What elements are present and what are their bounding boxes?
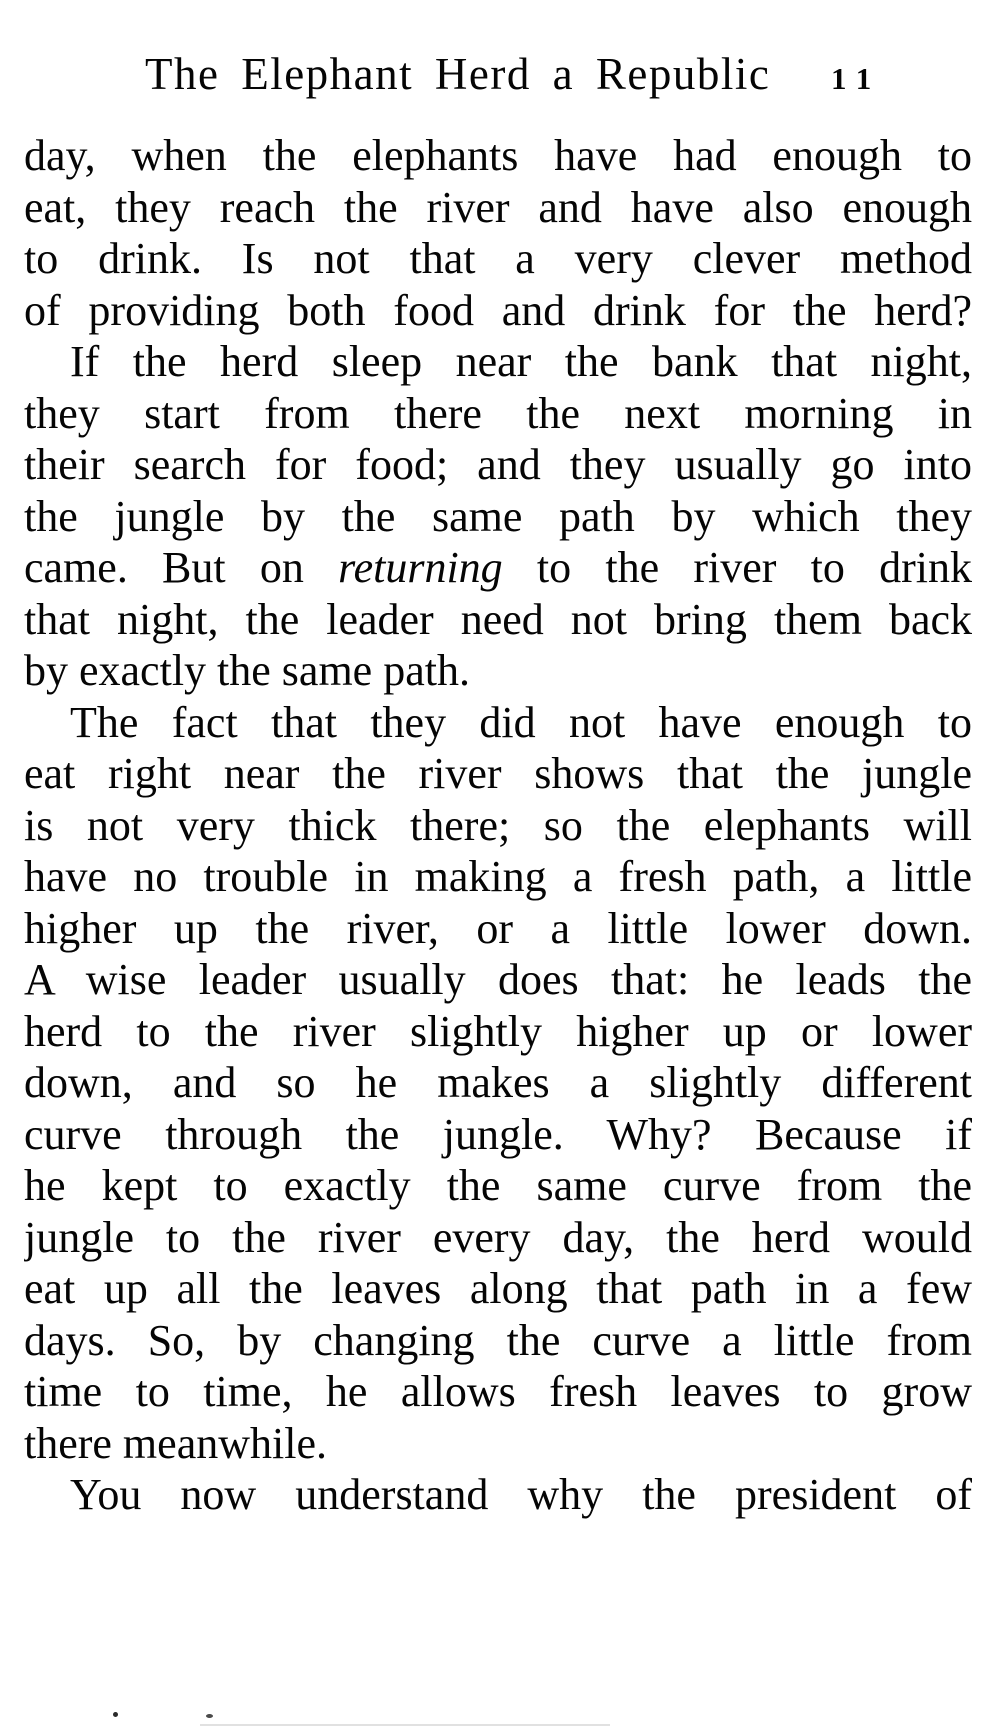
text-segment: The fact that they did not have enough to <box>70 697 972 747</box>
italic-text: returning <box>338 543 503 592</box>
text-line <box>24 439 972 491</box>
text-segment: jungle to the river every day, the herd would <box>24 1212 972 1262</box>
text-segment: curve through the jungle. Why? Because if <box>24 1109 972 1159</box>
text-segment: A wise leader usually does that: he leads the <box>24 955 972 1004</box>
text-segment: there meanwhile. <box>24 1418 327 1468</box>
text-line <box>24 285 972 337</box>
text-segment: that night, the leader need not bring them back <box>24 594 972 644</box>
text-line <box>24 851 972 903</box>
text-segment: days. So, by changing the curve a little from <box>24 1315 972 1365</box>
text-segment: eat right near the river shows that the jungle <box>24 749 972 798</box>
scan-speck <box>206 1714 213 1718</box>
text-segment: to drink. Is not that a very clever method <box>24 234 972 283</box>
text-segment: is not very thick there; so the elephants will <box>24 800 972 850</box>
text-segment: eat up all the leaves along that path in a few <box>24 1264 972 1313</box>
text-line <box>24 1109 972 1161</box>
text-line <box>24 645 972 697</box>
text-line <box>24 903 972 955</box>
text-line <box>24 1160 972 1212</box>
text-segment: he kept to exactly the same curve from the <box>24 1161 972 1210</box>
text-segment: the jungle by the same path by which they <box>24 491 972 541</box>
text-segment: to the river to drink <box>502 543 972 592</box>
text-line <box>24 1366 972 1418</box>
text-line <box>24 388 972 440</box>
running-header <box>0 48 1000 108</box>
text-segment: higher up the river, or a little lower down. <box>24 903 972 953</box>
text-segment: came. But on <box>24 543 339 592</box>
text-line <box>24 1263 972 1315</box>
text-segment: eat, they reach the river and have also enough <box>24 182 972 232</box>
text-segment: have no trouble in making a fresh path, a little <box>24 852 972 901</box>
text-line <box>24 336 972 388</box>
text-segment: they start from there the next morning in <box>24 388 972 438</box>
text-line <box>24 1418 972 1470</box>
text-line <box>24 542 972 594</box>
text-segment: day, when the elephants have had enough to <box>24 131 972 180</box>
text-line <box>24 182 972 234</box>
text-segment: their search for food; and they usually go into <box>24 440 972 489</box>
text-segment: You now understand why the president of <box>70 1470 972 1519</box>
text-line <box>24 748 972 800</box>
text-line <box>24 1469 972 1521</box>
chapter-title: The Elephant Herd a Republic <box>145 49 771 99</box>
text-line <box>24 1057 972 1109</box>
text-segment: by exactly the same path. <box>24 646 470 695</box>
text-line <box>24 1212 972 1264</box>
scan-speck <box>113 1712 118 1717</box>
text-segment: down, and so he makes a slightly different <box>24 1058 972 1107</box>
page-body <box>24 130 972 1521</box>
text-line <box>24 800 972 852</box>
text-line <box>24 491 972 543</box>
text-segment: If the herd sleep near the bank that night, <box>70 337 972 386</box>
page-number: 11 <box>831 61 883 96</box>
text-line <box>24 130 972 182</box>
text-line <box>24 697 972 749</box>
text-line <box>24 1006 972 1058</box>
text-line <box>24 1315 972 1367</box>
scan-line-artifact <box>200 1724 610 1726</box>
text-line <box>24 594 972 646</box>
text-segment: herd to the river slightly higher up or lower <box>24 1006 972 1056</box>
text-segment: time to time, he allows fresh leaves to grow <box>24 1367 972 1416</box>
text-segment: of providing both food and drink for the herd? <box>24 285 972 335</box>
text-line <box>24 954 972 1006</box>
text-line <box>24 233 972 285</box>
